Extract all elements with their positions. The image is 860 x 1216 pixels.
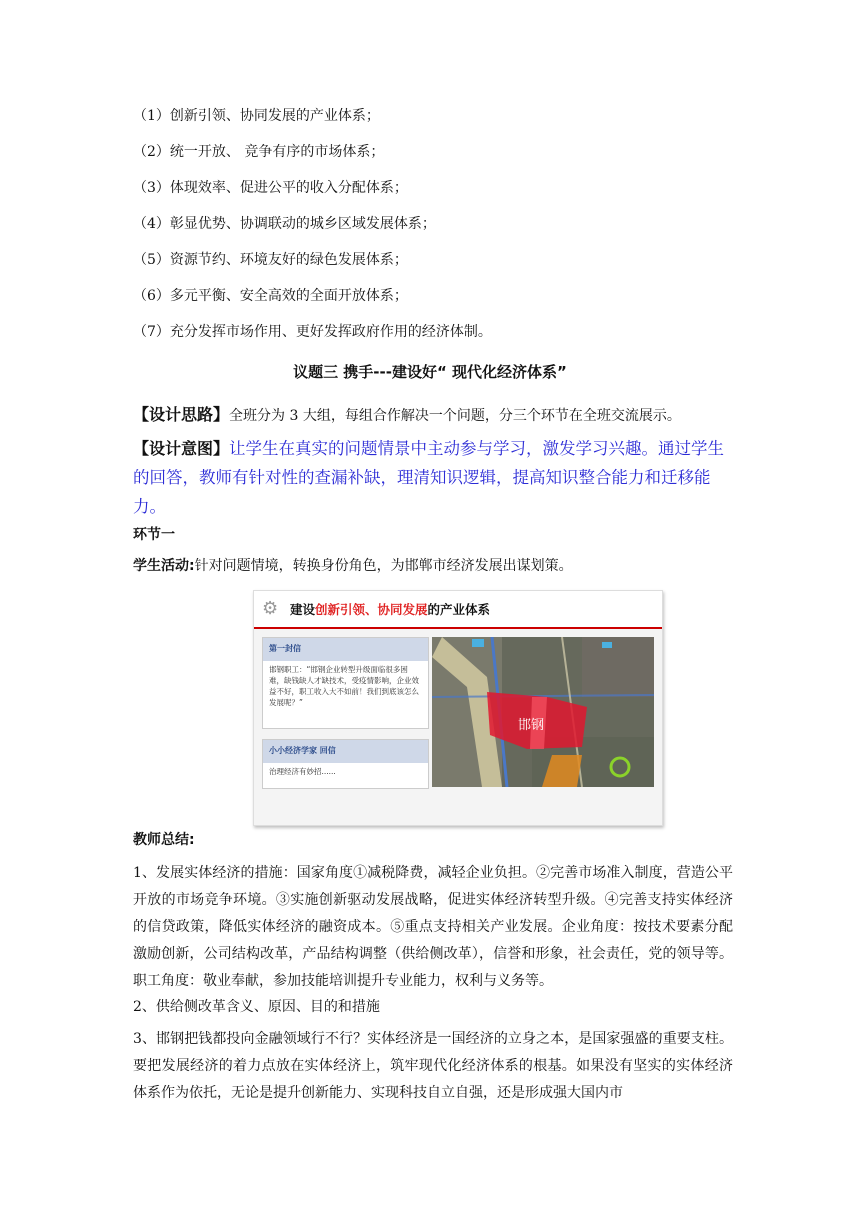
design-intent: [133, 435, 733, 522]
reply-card-head: 小小经济学家 回信: [263, 740, 428, 763]
map-label: 邯钢: [518, 718, 545, 733]
slide-title-post: 的产业体系: [427, 602, 491, 617]
design-idea-label: 【设计思路】: [133, 405, 230, 424]
slide-title: [290, 600, 490, 618]
gear-icon: ⚙: [262, 598, 279, 619]
list-item: （6）多元平衡、安全高效的全面开放体系；: [133, 288, 408, 304]
design-intent-text: 让学生在真实的问题情景中主动参与学习，激发学习兴趣。通过学生的回答，教师有针对性的查漏补缺，理清知识逻辑，提高知识整合能力和迁移能力。: [133, 439, 725, 516]
satellite-map: [432, 637, 654, 787]
letter-card-head: 第一封信: [263, 638, 428, 661]
letter-card-body: 邯钢职工：“邯钢企业转型升级面临很多困难，缺钱缺人才缺技术，受疫情影响，企业效益不好，职工收入大不如前！我们到底该怎么发展呢？”: [269, 665, 419, 707]
student-activity-text: 针对问题情境，转换身份角色，为邯郸市经济发展出谋划策。: [194, 558, 573, 574]
list-item: （5）资源节约、环境友好的绿色发展体系；: [133, 252, 408, 268]
list-item: （4）彰显优势、协调联动的城乡区域发展体系；: [133, 216, 436, 232]
section-title: 环节一: [133, 527, 175, 543]
list-item: （2）统一开放、 竞争有序的市场体系；: [133, 144, 385, 160]
reply-card: [262, 739, 429, 789]
design-idea-text: 全班分为 3 大组，每组合作解决一个问题，分三个环节在全班交流展示。: [229, 408, 681, 424]
reply-card-body: 治理经济有妙招......: [269, 767, 336, 776]
summary-paragraph-1: 1、发展实体经济的措施：国家角度①减税降费，减轻企业负担。②完善市场准入制度，营造公平开放的市场竞争环境。③实施创新驱动发展战略，促进实体经济转型升级。④完善支持实体经济的信贷政策，降低实体经济的融资成本。⑤重点支持相关产业发展。企业角度：按技术要素分配激励创新，公司结构改革，产品结构调整（供给侧改革），信誉和形象，社会责任，党的领导等。职工角度：敬业奉献，参加技能培训提升专业能力，权利与义务等。: [133, 865, 733, 989]
design-intent-label: 【设计意图】: [133, 439, 230, 458]
student-activity-label: 学生活动:: [133, 558, 195, 574]
map-graphic: [432, 637, 654, 787]
student-activity: [133, 553, 733, 580]
list-item: （1）创新引领、协同发展的产业体系；: [133, 108, 380, 124]
slide-title-pre: 建设: [290, 602, 316, 617]
section-heading: 议题三 携手---建设好“ 现代化经济体系”: [293, 363, 567, 381]
slide-title-red: 创新引领、协同发展: [315, 602, 428, 617]
slide-image: [253, 590, 663, 826]
slide-header: [254, 591, 662, 629]
summary-paragraph-3: 3、邯钢把钱都投向金融领域行不行？实体经济是一国经济的立身之本，是国家强盛的重要支柱。要把发展经济的着力点放在实体经济上，筑牢现代化经济体系的根基。如果没有坚实的实体经济体系作为依托，无论是提升创新能力、实现科技自立自强，还是形成强大国内市: [133, 1031, 733, 1101]
letter-card: [262, 637, 429, 729]
summary-paragraph-2: 2、供给侧改革含义、原因、目的和措施: [133, 999, 380, 1015]
design-idea: [133, 401, 733, 430]
list-item: （7）充分发挥市场作用、更好发挥政府作用的经济体制。: [133, 324, 492, 340]
teacher-summary-label: 教师总结:: [133, 832, 195, 848]
list-item: （3）体现效率、促进公平的收入分配体系；: [133, 180, 408, 196]
